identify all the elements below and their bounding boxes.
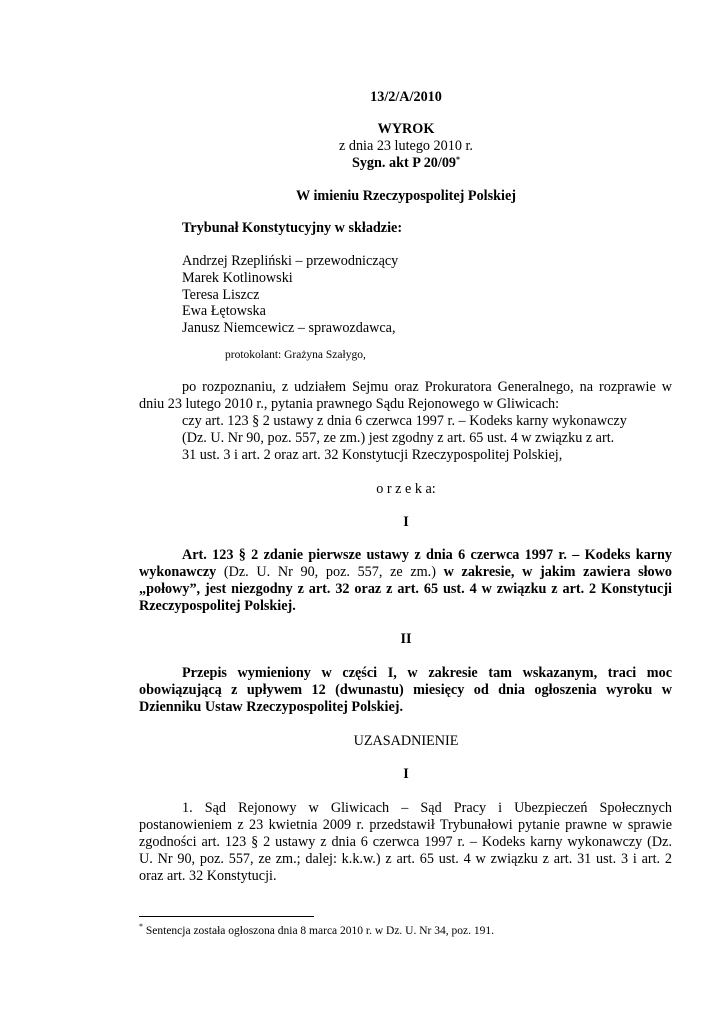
question-line: 31 ust. 3 i art. 2 oraz art. 32 Konstytucji Rzeczypospolitej Polskiej,	[182, 447, 563, 463]
section-numeral: I	[403, 766, 409, 782]
ruling-line: Art. 123 § 2 zdanie pierwsze ustawy z dnia 6 czerwca 1997 r. – Kodeks karny	[182, 547, 672, 563]
ruling-line: wykonawczy (Dz. U. Nr 90, poz. 557, ze zm.) w zakresie, w jakim zawiera słowo	[139, 564, 672, 580]
ruling-line: „połowy”, jest niezgodny z art. 32 oraz z art. 65 ust. 4 w związku z art. 2 Konstytucji	[139, 581, 672, 597]
intro-line: po rozpoznaniu, z udziałem Sejmu oraz Prokuratora Generalnego, na rozprawie w	[182, 379, 672, 395]
question-line: czy art. 123 § 2 ustawy z dnia 6 czerwca 1997 r. – Kodeks karny wykonawczy	[182, 413, 627, 429]
panel-member: Andrzej Rzepliński – przewodniczący	[182, 253, 399, 269]
judgment-date: z dnia 23 lutego 2010 r.	[339, 138, 473, 154]
justification-line: U. Nr 90, poz. 557, ze zm.; dalej: k.k.w.) z art. 65 ust. 4 w związku z art. 31 ust. 3 i art. 2	[139, 851, 672, 867]
ruling-line: Przepis wymieniony w części I, w zakresie tam wskazanym, traci moc	[182, 665, 672, 681]
section-numeral: II	[400, 631, 412, 647]
ruling-line: obowiązującą z upływem 12 (dwunastu) miesięcy od dnia ogłoszenia wyroku w	[139, 682, 672, 698]
ruling-line: Dzienniku Ustaw Rzeczypospolitej Polskiej.	[139, 699, 404, 715]
justification-line: zgodności art. 123 § 2 ustawy z dnia 6 czerwca 1997 r. – Kodeks karny wykonawczy (Dz.	[139, 834, 672, 850]
panel-heading: Trybunał Konstytucyjny w składzie:	[182, 220, 403, 236]
panel-member: Janusz Niemcewicz – sprawozdawca,	[182, 320, 396, 336]
ruling-line: Rzeczypospolitej Polskiej.	[139, 598, 296, 614]
ruling-heading: o r z e k a:	[376, 481, 436, 497]
court-reporter: protokolant: Grażyna Szałygo,	[225, 349, 366, 361]
in-the-name-heading: W imieniu Rzeczypospolitej Polskiej	[295, 188, 517, 204]
question-line: (Dz. U. Nr 90, poz. 557, ze zm.) jest zgodny z art. 65 ust. 4 w związku z art.	[182, 430, 615, 446]
footnote-separator	[139, 916, 314, 917]
justification-line: 1. Sąd Rejonowy w Gliwicach – Sąd Pracy i Ubezpieczeń Społecznych	[182, 800, 672, 816]
panel-member: Teresa Liszcz	[182, 287, 260, 303]
panel-member: Ewa Łętowska	[182, 303, 266, 319]
section-numeral: I	[403, 514, 409, 530]
judgment-title: WYROK	[377, 121, 435, 137]
footnote-reference-mark[interactable]: *	[456, 155, 461, 164]
case-signature: Sygn. akt P 20/09*	[351, 155, 461, 171]
document-reference: 13/2/A/2010	[370, 89, 442, 105]
justification-heading: UZASADNIENIE	[353, 733, 459, 749]
justification-line: oraz art. 32 Konstytucji.	[139, 868, 277, 884]
panel-member: Marek Kotlinowski	[182, 270, 293, 286]
footnote-mark: *	[139, 922, 143, 931]
intro-line: dniu 23 lutego 2010 r., pytania prawnego Sądu Rejonowego w Gliwicach:	[139, 396, 560, 412]
footnote: * Sentencja została ogłoszona dnia 8 marca 2010 r. w Dz. U. Nr 34, poz. 191.	[139, 922, 494, 937]
justification-line: postanowieniem z 23 kwietnia 2009 r. przedstawił Trybunałowi pytanie prawne w sprawie	[139, 817, 672, 833]
